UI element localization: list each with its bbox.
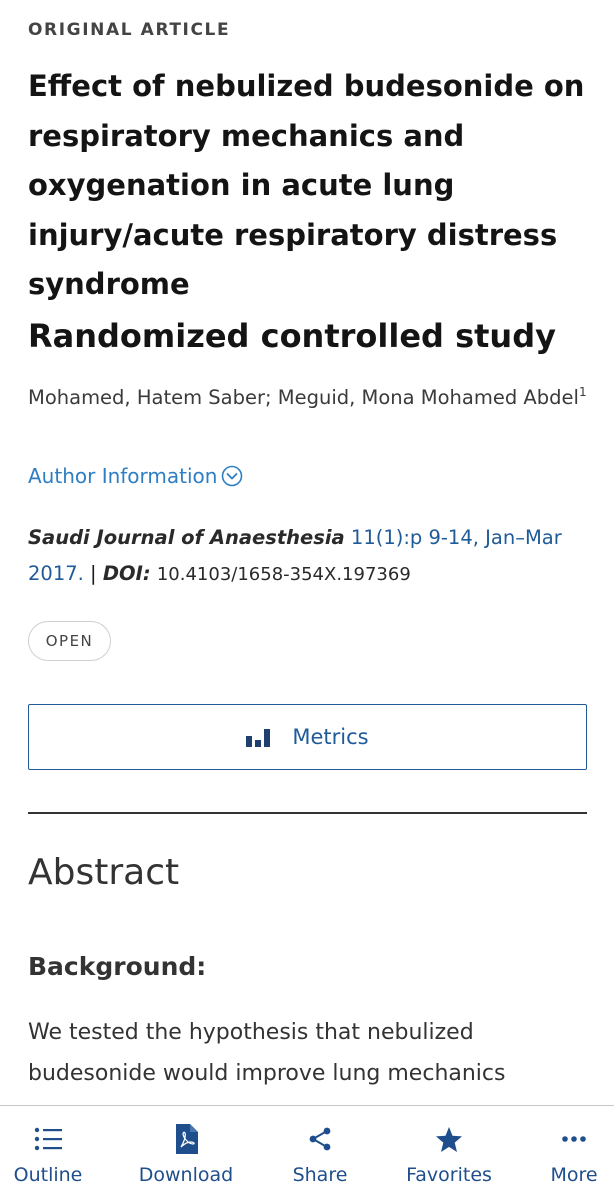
- article-type-label: ORIGINAL ARTICLE: [28, 20, 231, 40]
- metrics-label: Metrics: [292, 725, 369, 749]
- issue-link[interactable]: 11(1):p 9-14, Jan–Mar 2017.: [28, 526, 562, 585]
- author-list[interactable]: [28, 374, 588, 416]
- bar-chart-icon: [246, 727, 272, 747]
- author-affiliation-marker[interactable]: 1: [578, 385, 587, 399]
- citation-separator: |: [90, 562, 97, 585]
- nav-favorites-label: Favorites: [406, 1164, 492, 1186]
- nav-share-label: Share: [292, 1164, 348, 1186]
- abstract-heading: Abstract: [28, 852, 180, 893]
- nav-more-label: More: [550, 1164, 598, 1186]
- article-title: Effect of nebulized budesonide on respiratory mechanics and oxygenation in acute lung injury/acute respiratory distress syndrome: [28, 69, 585, 301]
- nav-outline-label: Outline: [13, 1164, 83, 1186]
- author-information-toggle[interactable]: [28, 464, 243, 488]
- article-subtitle: Randomized controlled study: [28, 317, 556, 355]
- nav-download[interactable]: [121, 1106, 251, 1200]
- chevron-down-icon: [221, 465, 243, 487]
- star-icon: [435, 1124, 463, 1154]
- author-names[interactable]: Mohamed, Hatem Saber; Meguid, Mona Mohamed Abdel: [28, 386, 579, 409]
- open-access-badge: OPEN: [28, 621, 111, 661]
- author-information-label: Author Information: [28, 464, 218, 488]
- nav-more[interactable]: [534, 1106, 614, 1200]
- metrics-button[interactable]: [28, 704, 587, 770]
- doi-value[interactable]: 10.4103/1658-354X.197369: [156, 564, 411, 585]
- pdf-download-icon: [172, 1124, 200, 1154]
- background-text: We tested the hypothesis that nebulized budesonide would improve lung mechanics: [28, 1020, 506, 1086]
- journal-name[interactable]: Saudi Journal of Anaesthesia: [28, 526, 345, 549]
- nav-download-label: Download: [138, 1164, 234, 1186]
- more-dots-icon: [560, 1124, 588, 1154]
- background-heading: Background:: [28, 952, 207, 981]
- nav-favorites[interactable]: [389, 1106, 509, 1200]
- section-divider: [28, 812, 587, 814]
- nav-outline[interactable]: [0, 1106, 96, 1200]
- share-icon: [306, 1124, 334, 1154]
- citation: [28, 520, 588, 593]
- nav-share[interactable]: [276, 1106, 364, 1200]
- doi-label: DOI:: [102, 562, 151, 585]
- outline-list-icon: [34, 1124, 62, 1154]
- bottom-navigation: [0, 1105, 614, 1200]
